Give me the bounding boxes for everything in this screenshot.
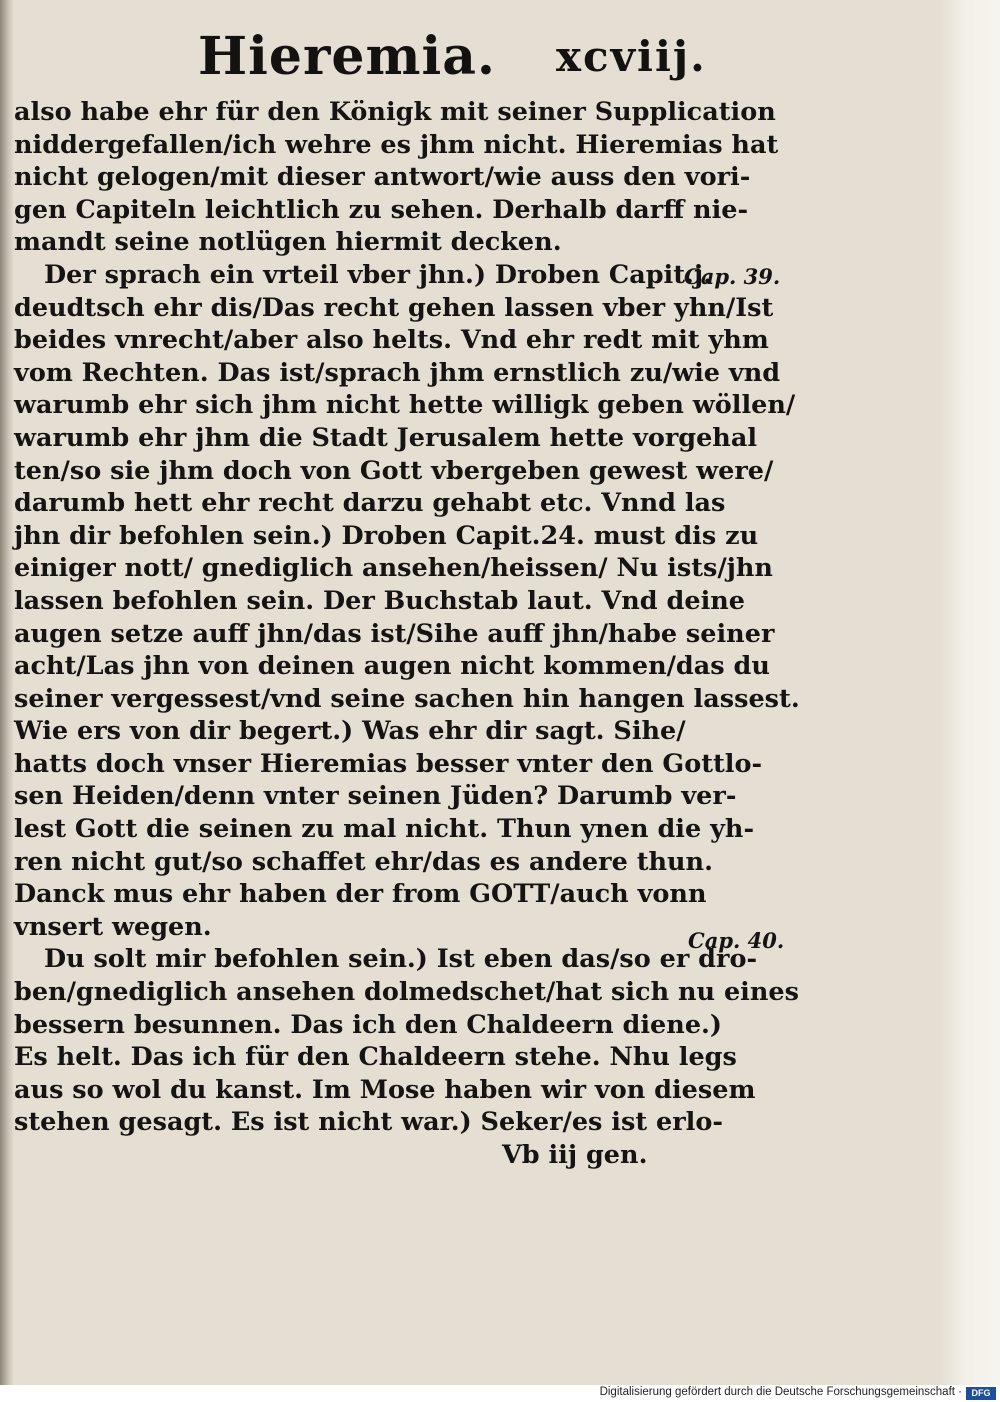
text-line: bessern besunnen. Das ich den Chaldeern diene.) bbox=[14, 1009, 722, 1040]
running-head: Hieremia. bbox=[198, 26, 497, 87]
text-line: Es helt. Das ich für den Chaldeern stehe. Nhu legs bbox=[14, 1042, 737, 1073]
text-line: darumb hett ehr recht darzu gehabt etc. Vnnd las bbox=[14, 488, 726, 519]
text-line: also habe ehr für den Königk mit seiner Supplication bbox=[14, 97, 776, 127]
page-header bbox=[0, 18, 1000, 98]
text-line: vom Rechten. Das ist/sprach jhm ernstlich zu/wie vnd bbox=[14, 357, 781, 388]
text-line: seiner vergessest/vnd seine sachen hin hangen lassest. bbox=[14, 683, 800, 714]
text-line: aus so wol du kanst. Im Mose haben wir von diesem bbox=[14, 1074, 756, 1105]
text-line: Danck mus ehr haben der from GOTT/auch vonn bbox=[14, 879, 707, 910]
text-line: einiger nott/ gnediglich ansehen/heissen/ Nu ists/jhn bbox=[14, 553, 773, 584]
funding-credit: Digitalisierung gefördert durch die Deutsche Forschungsgemeinschaft · bbox=[599, 1386, 962, 1398]
text-line: lest Gott die seinen zu mal nicht. Thun ynen die yh- bbox=[14, 814, 755, 845]
text-line: hatts doch vnser Hieremias besser vnter den Gottlo- bbox=[14, 748, 763, 779]
marginal-note-chapter-40: Cap. 40. bbox=[688, 928, 785, 953]
text-line: jhn dir befohlen sein.) Droben Capit.24. must dis zu bbox=[14, 520, 759, 551]
text-line: vnsert wegen. bbox=[14, 911, 212, 942]
text-line: beides vnrecht/aber also helts. Vnd ehr redt mit yhm bbox=[14, 325, 769, 356]
text-line: Du solt mir befohlen sein.) Ist eben das/so er dro- bbox=[44, 944, 758, 975]
text-line: ren nicht gut/so schaffet ehr/das es andere thun. bbox=[14, 846, 713, 877]
text-line: augen setze auff jhn/das ist/Sihe auff jhn/habe seiner bbox=[14, 618, 775, 649]
binding-edge bbox=[0, 0, 14, 1385]
marginal-note-chapter-39: Cap. 39. bbox=[684, 264, 781, 289]
text-line: warumb ehr sich jhm nicht hette willigk geben wöllen/ bbox=[14, 390, 796, 421]
text-line: Wie ers von dir begert.) Was ehr dir sagt. Sihe/ bbox=[14, 716, 686, 747]
signature-catchword-line: Vb iij gen. bbox=[502, 1140, 648, 1170]
text-line: gen Capiteln leichtlich zu sehen. Derhalb darff nie- bbox=[14, 194, 749, 225]
text-line: acht/Las jhn von deinen augen nicht kommen/das du bbox=[14, 651, 770, 682]
text-line: sen Heiden/denn vnter seinen Jüden? Darumb ver- bbox=[14, 781, 737, 812]
text-line: stehen gesagt. Es ist nicht war.) Seker/es ist erlo- bbox=[14, 1107, 723, 1138]
dfg-logo-icon: DFG bbox=[966, 1387, 996, 1400]
page-edge bbox=[940, 0, 1000, 1385]
text-line: lassen befohlen sein. Der Buchstab laut. Vnd deine bbox=[14, 585, 746, 616]
text-line: ben/gnediglich ansehen dolmedschet/hat sich nu eines bbox=[14, 977, 799, 1008]
text-line: niddergefallen/ich wehre es jhm nicht. Hieremias hat bbox=[14, 129, 779, 160]
text-line: deudtsch ehr dis/Das recht gehen lassen vber yhn/Ist bbox=[14, 292, 774, 323]
text-line: warumb ehr jhm die Stadt Jerusalem hette vorgehal bbox=[14, 422, 758, 453]
text-line: mandt seine notlügen hiermit decken. bbox=[14, 227, 562, 258]
digitization-footer bbox=[0, 1385, 1000, 1402]
text-line: Der sprach ein vrteil vber jhn.) Droben Capit.j. bbox=[44, 259, 713, 290]
folio-number: xcviij. bbox=[556, 32, 707, 81]
text-line: ten/so sie jhm doch von Gott vbergeben gewest were/ bbox=[14, 455, 774, 486]
text-line: nicht gelogen/mit dieser antwort/wie auss den vori- bbox=[14, 162, 751, 193]
